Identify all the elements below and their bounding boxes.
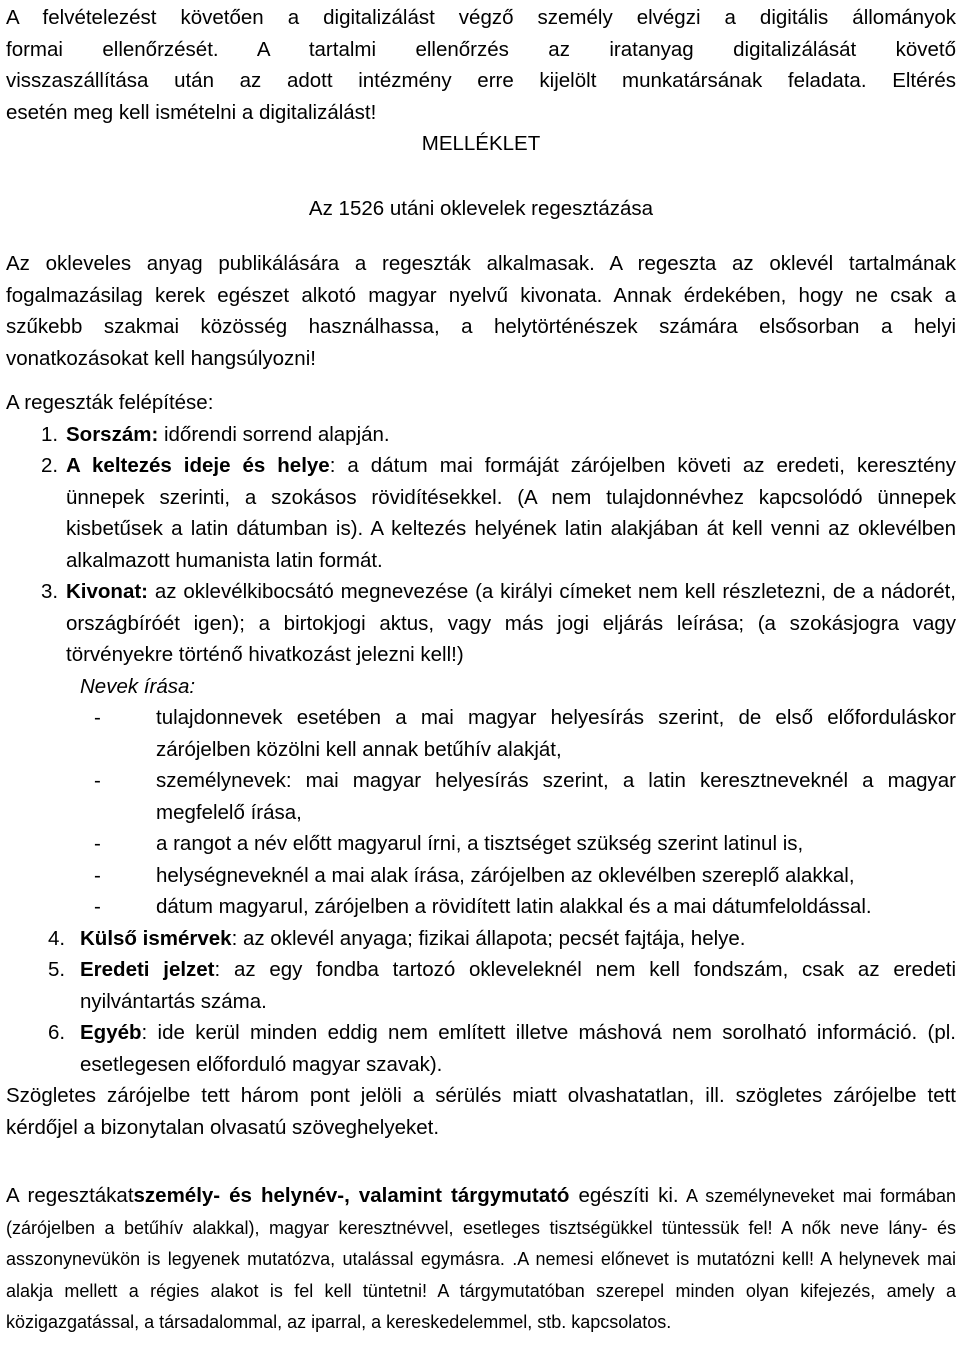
structure-heading: A regeszták felépítése: xyxy=(6,391,214,414)
intro-line: formai ellenőrzését. A tartalmi ellenőrzés az iratanyag digitalizálását követő xyxy=(6,37,956,61)
intro-line: esetén meg kell ismételni a digitalizálást! xyxy=(6,100,377,124)
structure-item xyxy=(6,923,956,955)
index-lead: A regesztákat xyxy=(6,1184,134,1207)
item-number: 1. xyxy=(41,422,59,446)
item-number: 6. xyxy=(48,1021,66,1044)
structure-item xyxy=(6,450,956,576)
name-rule xyxy=(6,702,956,765)
structure-list-continued xyxy=(6,923,956,1081)
index-paragraph xyxy=(6,1180,956,1339)
intro-line: visszaszállítása után az adott intézmény erre kijelölt munkatársának feladata. Eltérés xyxy=(6,69,956,92)
item-text: időrendi sorrend alapján. xyxy=(158,422,390,446)
item-title: A keltezés ideje és helye xyxy=(66,454,330,477)
names-label-text: Nevek írása: xyxy=(80,674,196,698)
index-rest: A személyneveket mai formában (zárójelben a betűhív alakkal), magyar keresztnévvel, esetleges tisztségükkel tüntessük fel! A nők neve lány- és asszonynevükön is legyenek mutatózva, utalással egymásra. .A nemesi előnevet is mutatózni kell! A helynevek mai alakja mellett a régies alakot is fel kell tüntetni! A tárgymutatóban szerepel minden olyan kifejezés, amely a közigazgatással, a társadalommal, az iparral, a kereskedelemmel, stb. kapcsolatos. xyxy=(6,1186,956,1332)
item-number: 4. xyxy=(48,926,66,950)
item-text: : ide kerül minden eddig nem említett illetve máshová nem sorolható információ. (pl. esetlegesen előforduló magyar szavak). xyxy=(80,1021,956,1076)
item-text: az oklevélkibocsátó megnevezése (a királyi címeket nem kell részletezni, de a nádorét, országbíróét igen); a birtokjogi aktus, vagy más jogi eljárás leírása; (a szokásjogra vagy törvényekre történő hivatkozást jelezni kell!) xyxy=(66,580,956,666)
index-bold: személy- és helynév-, valamint tárgymutató xyxy=(133,1184,570,1207)
name-rule xyxy=(6,828,956,860)
item-number: 3. xyxy=(41,580,59,603)
dash-bullet: - xyxy=(94,706,101,729)
item-number: 5. xyxy=(48,958,66,981)
item-number: 2. xyxy=(41,454,59,477)
appendix-title: MELLÉKLET xyxy=(421,132,541,155)
structure-item xyxy=(6,1017,956,1080)
name-rule-text: tulajdonnevek esetében a mai magyar helyesírás szerint, de első előforduláskor zárójelben közölni kell annak betűhív alakját, xyxy=(156,706,956,761)
item-title: Eredeti jelzet xyxy=(80,958,215,981)
regesta-intro-paragraph: Az okleveles anyag publikálására a regeszták alkalmasak. A regeszta az oklevél tartalmának fogalmazásilag kerek egészet alkotó magyar nyelvű kivonata. Annak érdekében, hogy ne csak a szűkebb szakmai közösség használhassa, a helytörténészek számára elsősorban a helyi vonatkozásokat kell hangsúlyozni! xyxy=(6,252,956,370)
name-rule-text: személynevek: mai magyar helyesírás szerint, a latin keresztneveknél a magyar megfelelő írása, xyxy=(156,769,956,824)
structure-item xyxy=(6,954,956,1017)
brackets-note: Szögletes zárójelbe tett három pont jelöli a sérülés miatt olvashatatlan, ill. szögletes zárójelbe tett kérdőjel a bizonytalan olvasatú szöveghelyeket. xyxy=(6,1084,956,1139)
name-rule xyxy=(6,891,956,923)
intro-paragraph xyxy=(6,2,956,128)
index-after: egészíti ki. xyxy=(569,1184,679,1207)
item-title: Egyéb xyxy=(80,1021,142,1044)
name-rules-list xyxy=(6,702,956,923)
name-rule-text: dátum magyarul, zárójelben a rövidített latin alakkal és a mai dátumfeloldással. xyxy=(156,895,872,918)
structure-item xyxy=(6,576,956,671)
document-page xyxy=(6,2,956,1339)
appendix-subtitle: Az 1526 utáni oklevelek regesztázása xyxy=(308,196,654,220)
dash-bullet: - xyxy=(94,832,101,855)
dash-bullet: - xyxy=(94,863,101,887)
dash-bullet: - xyxy=(94,895,101,918)
item-title: Külső ismérvek xyxy=(80,926,232,950)
name-rule xyxy=(6,860,956,892)
item-text: : az egy fondba tartozó okleveleknél nem kell fondszám, csak az eredeti nyilvántartás száma. xyxy=(80,958,956,1013)
structure-item xyxy=(6,419,956,451)
name-rule-text: a rangot a név előtt magyarul írni, a tisztséget szükség szerint latinul is, xyxy=(156,832,804,855)
item-title: Kivonat: xyxy=(66,580,148,603)
structure-list xyxy=(6,419,956,671)
dash-bullet: - xyxy=(94,769,101,792)
intro-line: A felvételezést követően a digitalizálást végző személy elvégzi a digitális állományok xyxy=(6,6,956,29)
names-label xyxy=(6,671,956,703)
name-rule xyxy=(6,765,956,828)
name-rule-text: helységneveknél a mai alak írása, zárójelben az oklevélben szereplő alakkal, xyxy=(156,863,855,887)
item-text: : az oklevél anyaga; fizikai állapota; pecsét fajtája, helye. xyxy=(231,926,746,950)
item-title: Sorszám: xyxy=(66,422,159,446)
item-text: : a dátum mai formáját zárójelben követi az eredeti, keresztény ünnepek szerinti, a szokásos rövidítésekkel. (A nem tulajdonnévhez kapcsolódó ünnepek kisbetűsek a latin dátumban is). A keltezés helyének latin alakjában át kell venni az oklevélben alkalmazott humanista latin formát. xyxy=(66,454,957,572)
